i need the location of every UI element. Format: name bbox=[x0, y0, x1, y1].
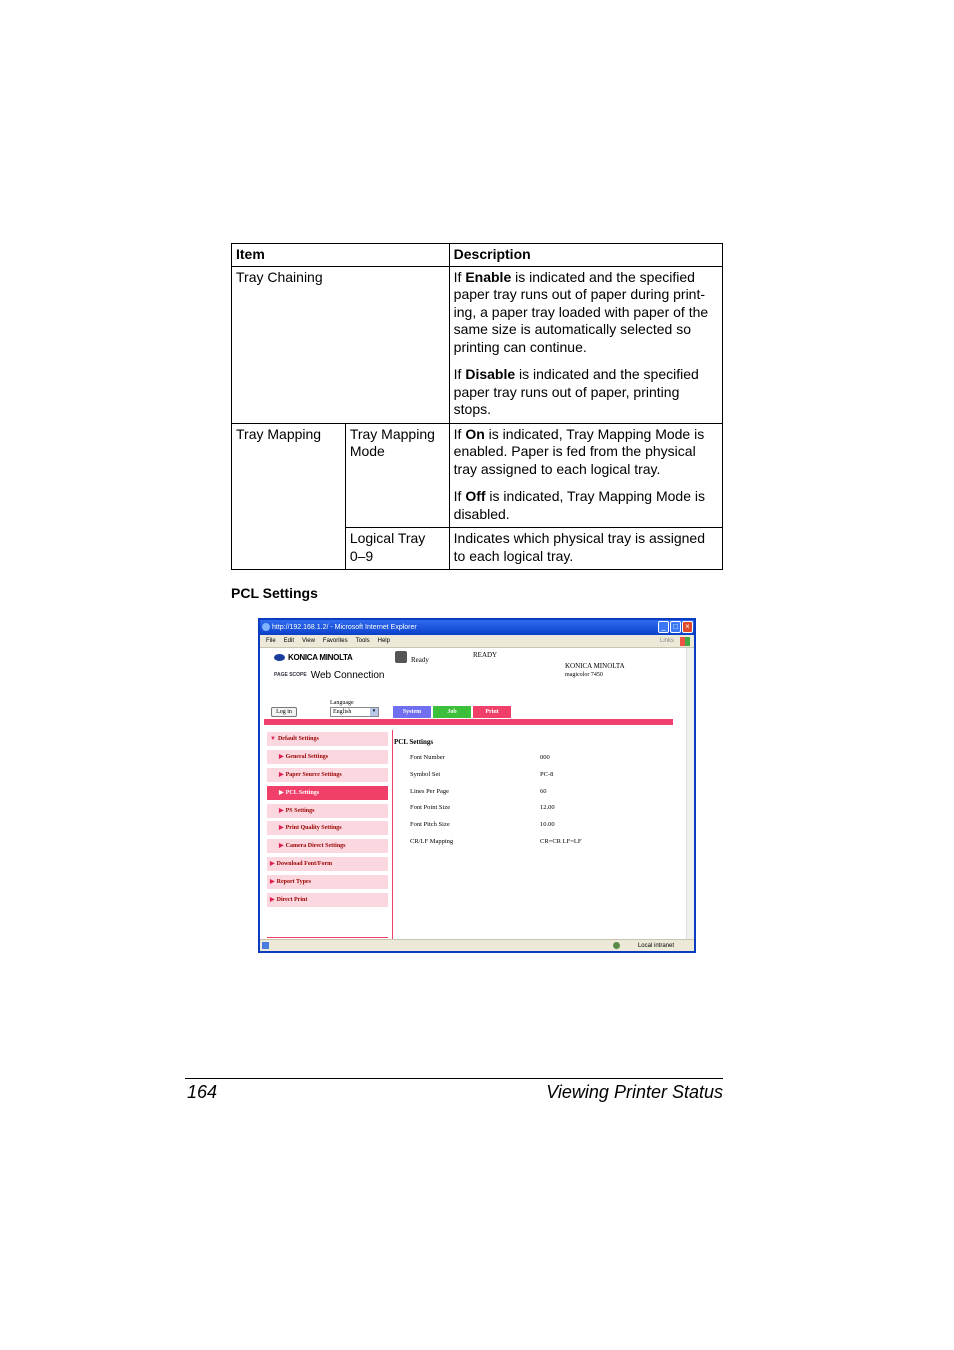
sidebar-divider bbox=[267, 937, 388, 938]
menu-view[interactable]: View bbox=[302, 638, 315, 644]
sidebar-item-label: PS Settings bbox=[285, 807, 315, 814]
browser-title-bar bbox=[260, 620, 694, 635]
menu-file[interactable]: File bbox=[266, 638, 276, 644]
desc-text: is indicated, Tray Mapping Mode is disabled. bbox=[453, 488, 705, 522]
windows-logo-icon bbox=[680, 637, 690, 646]
web-connection-text: Web Connection bbox=[310, 670, 385, 681]
chapter-title: Viewing Printer Status bbox=[546, 1082, 723, 1102]
intranet-zone-icon bbox=[613, 942, 620, 949]
window-title: http://192.168.1.2/ - Microsoft Internet Explorer bbox=[272, 624, 417, 631]
sidebar-item-label: Download Font/Form bbox=[276, 861, 333, 868]
sidebar-item-label: Print Quality Settings bbox=[285, 825, 342, 832]
ready-status: READY bbox=[473, 651, 498, 659]
sidebar-item-label: PCL Settings bbox=[285, 789, 320, 796]
setting-value: CR=CR LF=LF bbox=[540, 838, 582, 845]
browser-menu-bar bbox=[260, 635, 694, 648]
table-header-row bbox=[232, 244, 723, 267]
model-brand: KONICA MINOLTA bbox=[565, 662, 625, 670]
setting-label: Font Number bbox=[410, 754, 445, 761]
sidebar-item-label: Direct Print bbox=[276, 897, 308, 904]
footer-rule bbox=[185, 1078, 723, 1079]
language-select[interactable] bbox=[330, 707, 379, 717]
model-name: magicolor 7450 bbox=[565, 672, 603, 678]
sidebar-item-label: General Settings bbox=[285, 753, 329, 760]
printer-status-icon bbox=[395, 651, 407, 663]
desc-text: If bbox=[453, 425, 466, 442]
sidebar-item-pcl-settings[interactable] bbox=[267, 786, 388, 800]
sidebar-item-download-font-form[interactable] bbox=[267, 857, 388, 871]
page-done-icon bbox=[262, 942, 269, 949]
triangle-right-icon: ▶ bbox=[270, 897, 275, 904]
subitem-tray-mapping-mode: Tray Mapping Mode bbox=[345, 423, 449, 528]
konica-minolta-logo bbox=[274, 653, 353, 662]
desc-keyword-disable: Disable bbox=[465, 366, 516, 382]
sidebar-item-default-settings[interactable] bbox=[267, 732, 388, 746]
sidebar-item-label: Report Types bbox=[276, 879, 311, 886]
window-controls bbox=[658, 621, 693, 633]
page-number: 164 bbox=[187, 1082, 218, 1102]
item-tray-chaining: Tray Chaining bbox=[232, 266, 450, 423]
sidebar-item-camera-direct-settings[interactable] bbox=[267, 839, 388, 853]
internet-explorer-icon bbox=[262, 623, 270, 631]
language-value: English bbox=[333, 709, 352, 715]
triangle-right-icon: ▶ bbox=[270, 861, 275, 868]
tab-print[interactable]: Print bbox=[473, 706, 511, 718]
description-logical-tray: Indicates which physical tray is assigned to each logical tray. bbox=[449, 528, 722, 570]
setting-label: Font Point Size bbox=[410, 804, 451, 811]
desc-text: If bbox=[453, 366, 466, 382]
menu-help[interactable]: Help bbox=[377, 638, 390, 644]
page-viewport bbox=[260, 648, 686, 940]
setting-row-cr-lf-mapping bbox=[410, 838, 660, 848]
desc-text: is indicated and the specified paper tray runs out of paper during print-ing, a paper tray loaded with paper of the same size is automatically selected so printing can continue. bbox=[453, 268, 709, 355]
settings-description-table bbox=[231, 243, 723, 570]
triangle-down-icon: ▼ bbox=[270, 736, 276, 742]
sidebar-item-report-types[interactable] bbox=[267, 875, 388, 889]
browser-status-bar bbox=[260, 939, 694, 951]
setting-row-symbol-set bbox=[410, 771, 660, 781]
description-tray-chaining bbox=[449, 266, 722, 423]
links-toolbar[interactable]: Links bbox=[659, 638, 674, 644]
desc-paragraph bbox=[454, 366, 718, 419]
language-label: Language bbox=[330, 700, 354, 706]
sidebar-item-print-quality-settings[interactable] bbox=[267, 821, 388, 835]
login-button[interactable]: Log in bbox=[271, 707, 297, 717]
desc-keyword-enable: Enable bbox=[465, 268, 512, 285]
setting-label: CR/LF Mapping bbox=[410, 838, 454, 845]
triangle-right-icon: ▶ bbox=[279, 825, 284, 832]
setting-label: Lines Per Page bbox=[410, 788, 449, 795]
menu-tools[interactable]: Tools bbox=[355, 638, 370, 644]
setting-row-lines-per-page bbox=[410, 788, 660, 798]
setting-value: PC-8 bbox=[540, 771, 554, 778]
sidebar-item-paper-source-settings[interactable] bbox=[267, 768, 388, 782]
desc-text: is indicated, Tray Mapping Mode is enabled. Paper is fed from the physical tray assigned to each logical tray. bbox=[453, 425, 705, 477]
desc-paragraph bbox=[454, 269, 718, 357]
setting-value: 12.00 bbox=[540, 804, 555, 811]
pagescope-web-connection-logo bbox=[274, 670, 384, 681]
tab-job[interactable]: Job bbox=[433, 706, 471, 718]
setting-value: 60 bbox=[540, 788, 547, 795]
sidebar-item-label: Camera Direct Settings bbox=[285, 843, 346, 850]
pagescope-logo-text: PAGE SCOPE bbox=[274, 671, 307, 678]
ready-label: Ready bbox=[411, 656, 429, 664]
setting-label: Font Pitch Size bbox=[410, 821, 450, 828]
desc-keyword-off: Off bbox=[465, 488, 486, 504]
subitem-logical-tray: Logical Tray 0–9 bbox=[345, 528, 449, 570]
triangle-right-icon: ▶ bbox=[279, 843, 284, 850]
setting-label: Symbol Set bbox=[410, 771, 441, 778]
desc-paragraph bbox=[454, 488, 718, 523]
sidebar-item-direct-print[interactable] bbox=[267, 893, 388, 907]
triangle-right-icon: ▶ bbox=[270, 879, 275, 886]
triangle-right-icon: ▶ bbox=[279, 753, 284, 760]
menu-edit[interactable]: Edit bbox=[283, 638, 295, 644]
table-row-tray-chaining bbox=[232, 266, 723, 423]
content-border-left bbox=[392, 730, 393, 948]
desc-text: If bbox=[453, 488, 466, 504]
setting-value: 10.00 bbox=[540, 821, 555, 828]
header-divider bbox=[264, 719, 673, 725]
table-row-tray-mapping-mode bbox=[232, 423, 723, 528]
sidebar-item-label: Default Settings bbox=[277, 736, 319, 742]
sidebar-item-general-settings[interactable] bbox=[267, 750, 388, 764]
triangle-right-icon: ▶ bbox=[279, 771, 284, 778]
setting-row-font-point-size bbox=[410, 804, 660, 814]
browser-window bbox=[258, 618, 696, 953]
brand-logo-text: KONICA MINOLTA bbox=[288, 653, 353, 662]
triangle-right-icon: ▶ bbox=[279, 789, 284, 796]
section-heading: PCL Settings bbox=[231, 585, 318, 601]
header-item: Item bbox=[232, 244, 450, 267]
triangle-right-icon: ▶ bbox=[279, 807, 284, 814]
setting-row-font-pitch-size bbox=[410, 821, 660, 831]
item-tray-mapping: Tray Mapping bbox=[232, 423, 346, 570]
setting-value: 000 bbox=[540, 754, 550, 761]
setting-row-font-number bbox=[410, 754, 660, 764]
content-title: PCL Settings bbox=[394, 738, 434, 746]
desc-paragraph bbox=[454, 426, 718, 479]
sidebar-item-label: Paper Source Settings bbox=[285, 771, 342, 778]
minimize-button[interactable]: _ bbox=[658, 621, 669, 633]
tab-system[interactable]: System bbox=[393, 706, 431, 718]
settings-sidebar bbox=[267, 732, 388, 911]
menu-favorites[interactable]: Favorites bbox=[322, 638, 348, 644]
header-description: Description bbox=[449, 244, 722, 267]
desc-text: If bbox=[453, 268, 466, 285]
description-tray-mapping-mode bbox=[449, 423, 722, 528]
desc-keyword-on: On bbox=[465, 425, 485, 442]
close-button[interactable]: × bbox=[682, 621, 693, 633]
sidebar-item-ps-settings[interactable] bbox=[267, 804, 388, 818]
security-zone-label: Local intranet bbox=[637, 943, 674, 949]
chevron-down-icon[interactable]: ▾ bbox=[370, 708, 378, 716]
globe-logo-icon bbox=[274, 654, 285, 661]
vertical-scrollbar[interactable] bbox=[686, 648, 694, 940]
desc-text: is indicated and the specified paper tray runs out of paper, printing stops. bbox=[453, 366, 699, 417]
maximize-button[interactable]: □ bbox=[670, 621, 681, 633]
